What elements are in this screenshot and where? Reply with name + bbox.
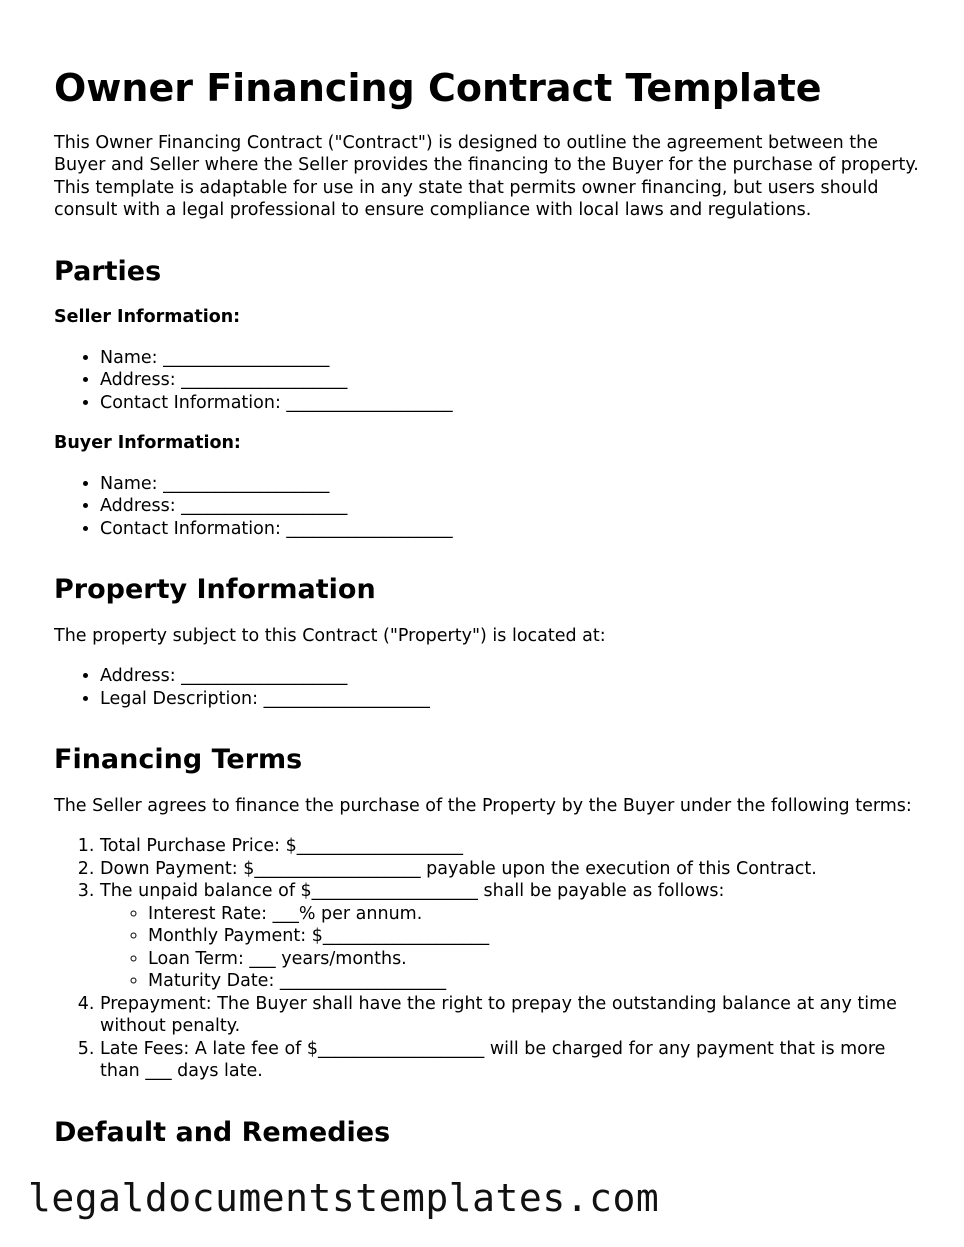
seller-name-field: • Name: ___________________ bbox=[100, 347, 924, 370]
buyer-address-field: • Address: ___________________ bbox=[100, 495, 924, 518]
buyer-info-list bbox=[54, 473, 924, 541]
parties-heading: Parties bbox=[54, 255, 162, 287]
seller-info-list bbox=[54, 347, 924, 415]
total-purchase-price-item: 1. Total Purchase Price: $___________________ bbox=[100, 835, 924, 858]
monthly-payment-item: ◦ Monthly Payment: $___________________ bbox=[148, 925, 924, 948]
document-page bbox=[54, 66, 924, 1167]
property-legal-description-field: • Legal Description: ___________________ bbox=[100, 688, 924, 711]
seller-info-heading: Seller Information: bbox=[54, 306, 241, 327]
seller-address-field: • Address: ___________________ bbox=[100, 369, 924, 392]
site-watermark: legaldocumentstemplates.com bbox=[28, 1176, 660, 1220]
document-title: Owner Financing Contract Template bbox=[54, 66, 822, 110]
buyer-name-field: • Name: ___________________ bbox=[100, 473, 924, 496]
property-heading: Property Information bbox=[54, 574, 376, 606]
property-list bbox=[54, 665, 924, 710]
buyer-contact-field: • Contact Information: ___________________ bbox=[100, 518, 924, 541]
property-address-field: • Address: ___________________ bbox=[100, 665, 924, 688]
maturity-date-item: ◦ Maturity Date: ___________________ bbox=[148, 970, 924, 993]
unpaid-balance-item bbox=[100, 880, 924, 993]
buyer-info-heading: Buyer Information: bbox=[54, 433, 241, 454]
seller-contact-field: • Contact Information: ___________________ bbox=[100, 392, 924, 415]
intro-paragraph: This Owner Financing Contract ("Contract") is designed to outline the agreement between the Buyer and Seller where the Seller provides the financing to the Buyer for the purchase of property. This template is adaptable for use in any state that permits owner financing, but users should consult with a legal professional to ensure compliance with local laws and regulations. bbox=[54, 132, 919, 221]
property-text: The property subject to this Contract ("Property") is located at: bbox=[54, 625, 606, 646]
interest-rate-item: ◦ Interest Rate: ___% per annum. bbox=[148, 903, 924, 926]
financing-heading: Financing Terms bbox=[54, 744, 303, 776]
default-remedies-heading: Default and Remedies bbox=[54, 1116, 391, 1148]
financing-terms-list bbox=[54, 835, 924, 1083]
loan-term-item: ◦ Loan Term: ___ years/months. bbox=[148, 948, 924, 971]
prepayment-item: 4. Prepayment: The Buyer shall have the right to prepay the outstanding balance at any time without penalty. bbox=[100, 993, 924, 1038]
unpaid-balance-text: The unpaid balance of $___________________ shall be payable as follows: bbox=[100, 881, 725, 902]
down-payment-item: 2. Down Payment: $___________________ payable upon the execution of this Contract. bbox=[100, 858, 924, 881]
payment-terms-sublist bbox=[100, 903, 924, 993]
late-fees-item: 5. Late Fees: A late fee of $___________________ will be charged for any payment that is more than ___ days late. bbox=[100, 1038, 924, 1083]
financing-text: The Seller agrees to finance the purchase of the Property by the Buyer under the following terms: bbox=[54, 795, 912, 816]
